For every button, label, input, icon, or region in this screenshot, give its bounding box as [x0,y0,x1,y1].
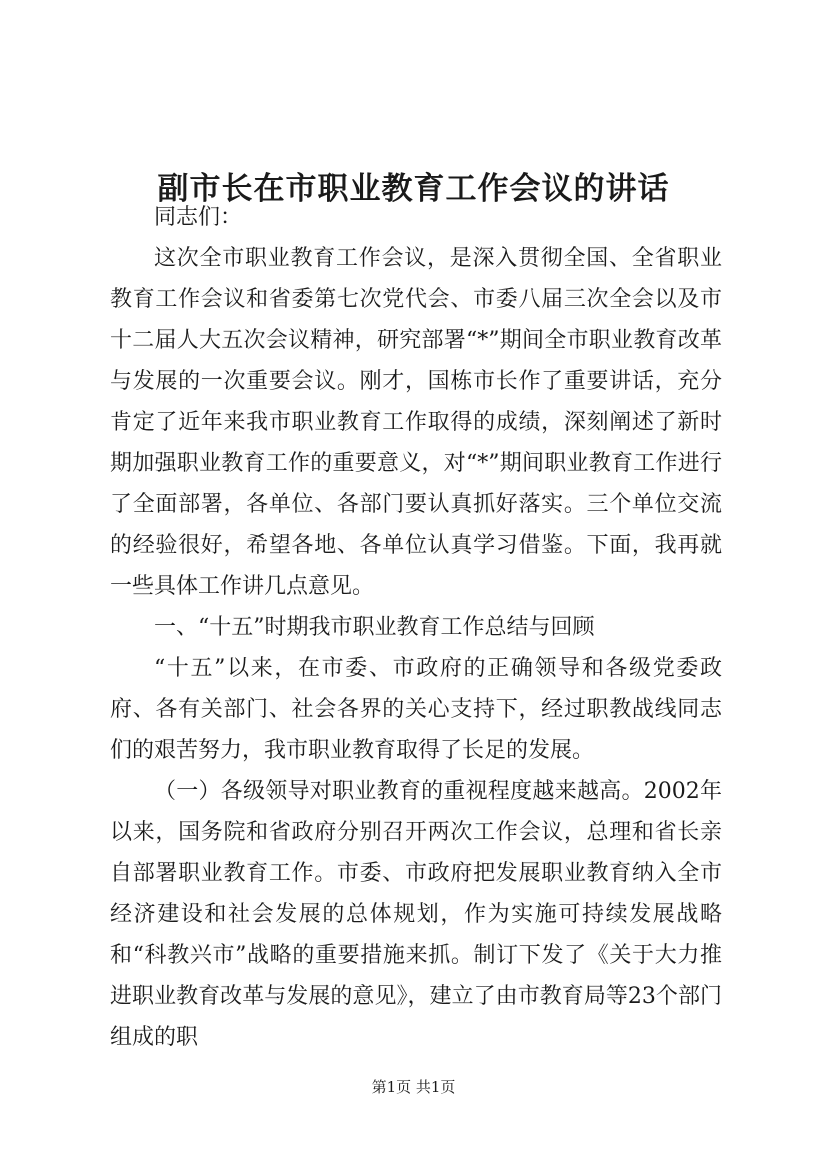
paragraph: “十五”以来，在市委、市政府的正确领导和各级党委政府、各有关部门、社会各界的关心支持下，经过职教战线同志们的艰苦努力，我市职业教育取得了长足的发展。 [110,656,722,763]
paragraph: 这次全市职业教育工作会议，是深入贯彻全国、全省职业教育工作会议和省委第七次党代会、市委八届三次全会以及市十二届人大五次会议精神，研究部署“*”期间全市职业教育改革与发展的一次重要会议。刚才，国栋市长作了重要讲话，充分肯定了近年来我市职业教育工作取得的成绩，深刻阐述了新时期加强职业教育工作的重要意义，对“*”期间职业教育工作进行了全面部署，各单位、各部门要认真抓好落实。三个单位交流的经验很好，希望各地、各单位认真学习借鉴。下面，我再就一些具体工作讲几点意见。 [110,246,722,599]
salutation: 同志们： [154,205,243,230]
page-number-footer: 第1页 共1页 [371,1078,456,1096]
document-title: 副市长在市职业教育工作会议的讲话 [157,170,670,207]
section-heading: 一、“十五”时期我市职业教育工作总结与回顾 [154,615,595,640]
document-body [110,197,722,1057]
paragraph: （一）各级领导对职业教育的重视程度越来越高。2002年以来，国务院和省政府分别召开两次工作会议，总理和省长亲自部署职业教育工作。市委、市政府把发展职业教育纳入全市经济建设和社会发展的总体规划，作为实施可持续发展战略和“科教兴市”战略的重要措施来抓。制订下发了《关于大力推进职业教育改革与发展的意见》，建立了由市教育局等23个部门组成的职 [110,779,722,1050]
